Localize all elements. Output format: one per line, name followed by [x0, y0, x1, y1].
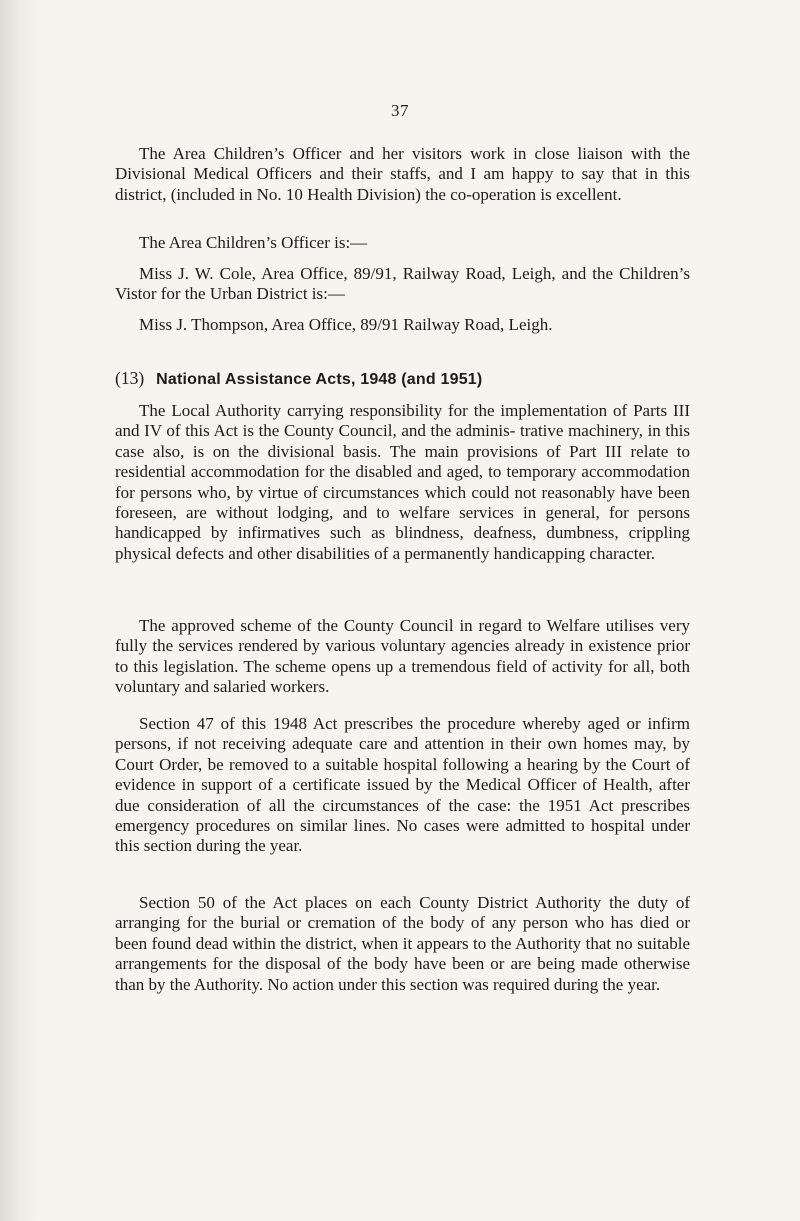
paragraph-visitor-details: Miss J. Thompson, Area Office, 89/91 Railway Road, Leigh.: [139, 315, 553, 334]
section-paragraph-4: Section 50 of the Act places on each County District Authority the duty of arranging for the burial or cremation of the body of any person who has died or been found dead within the district, when it appears to the Authority that no suitable arrangements for the disposal of the body have been or are being made otherwise than by the Authority. No action under this section was required during the year.: [115, 893, 690, 994]
paragraph-officer-intro: The Area Children’s Officer is:—: [139, 233, 368, 252]
paragraph-officer-details: Miss J. W. Cole, Area Office, 89/91, Railway Road, Leigh, and the Children’s Vistor for the Urban District is:—: [115, 264, 690, 304]
section-paragraph-1: The Local Authority carrying responsibility for the implementation of Parts III and IV of this Act is the County Council, and the adminis- trative machinery, in this case also, is on the divisional basis. The main provisions of Part III relate to residential accommodation for the disabled and aged, to temporary accommodation for persons who, by virtue of circumstances which could not reasonably have been foreseen, are without lodging, and to welfare services in general, for persons handicapped by infirmatives such as blindness, deafness, dumbness, crippling physical defects and other disabilities of a permanently handicapping character.: [115, 401, 690, 563]
paragraph-liaison: The Area Children’s Officer and her visitors work in close liaison with the Divisional Medical Officers and their staffs, and I am happy to say that in this district, (included in No. 10 Health Division) the co-operation is excellent.: [115, 144, 690, 204]
section-title: National Assistance Acts, 1948 (and 1951): [156, 371, 483, 388]
page-number: 37: [391, 101, 409, 120]
section-paragraph-3: Section 47 of this 1948 Act prescribes the procedure whereby aged or infirm persons, if not receiving adequate care and attention in their own homes may, by Court Order, be removed to a suitable hospital following a hearing by the Court of evidence in support of a certificate issued by the Medical Officer of Health, after due consideration of all the circumstances of the case: the 1951 Act prescribes emergency procedures on similar lines. No cases were admitted to hospital under this section during the year.: [115, 714, 690, 856]
section-heading: [115, 368, 482, 389]
page-edge-shadow: [0, 0, 40, 1221]
section-number: (13): [115, 368, 145, 388]
section-paragraph-2: The approved scheme of the County Council in regard to Welfare utilises very fully the services rendered by various voluntary agencies already in existence prior to this legislation. The scheme opens up a tremendous field of activity for all, both voluntary and salaried workers.: [115, 616, 690, 697]
